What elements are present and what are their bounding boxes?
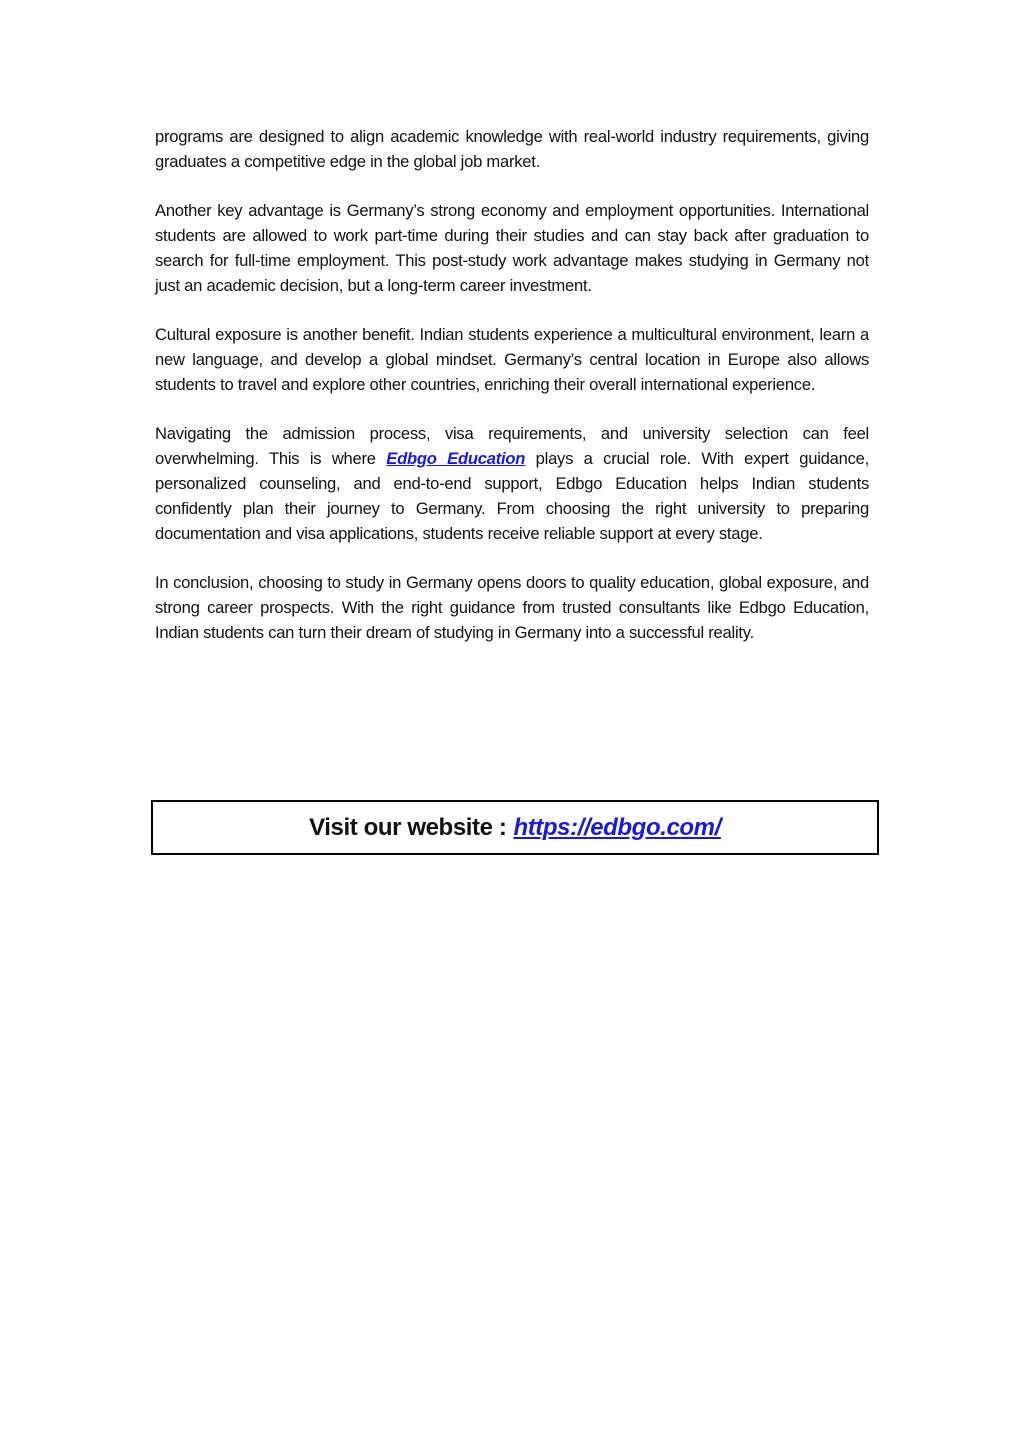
edbgo-education-link[interactable]: Edbgo Education bbox=[386, 449, 526, 468]
paragraph-programs: programs are designed to align academic knowledge with real-world industry requirements, giving graduates a competitive edge in the global job market. bbox=[155, 127, 869, 171]
paragraph-culture: Cultural exposure is another benefit. Indian students experience a multicultural environment, learn a new language, and develop a global mindset. Germany’s central location in Europe also allows students to travel and explore other countries, enriching their overall international experience. bbox=[155, 325, 869, 394]
paragraph-text: plays a crucial role. With expert guidance, personalized counseling, and end-to-end support, Edbgo Education helps Indian students confidently plan their journey to Germany. From choosing the right university to preparing documentation and visa applications, students receive reliable support at every stage. bbox=[155, 449, 869, 543]
visit-label: Visit our website : bbox=[309, 813, 507, 841]
document-body bbox=[155, 124, 869, 669]
paragraph-conclusion: In conclusion, choosing to study in Germany opens doors to quality education, global exposure, and strong career prospects. With the right guidance from trusted consultants like Edbgo Education, Indian students can turn their dream of studying in Germany into a successful reality. bbox=[155, 573, 869, 642]
paragraph-text: Navigating the admission process, visa requirements, and university selection can feel overwhelming. This is where bbox=[155, 424, 869, 468]
website-link[interactable]: https://edbgo.com/ bbox=[513, 813, 721, 841]
paragraph-guidance bbox=[155, 421, 869, 546]
paragraph-economy: Another key advantage is Germany’s strong economy and employment opportunities. International students are allowed to work part-time during their studies and can stay back after graduation to search for full-time employment. This post-study work advantage makes studying in Germany not just an academic decision, but a long-term career investment. bbox=[155, 201, 869, 295]
visit-website-box bbox=[151, 800, 879, 855]
